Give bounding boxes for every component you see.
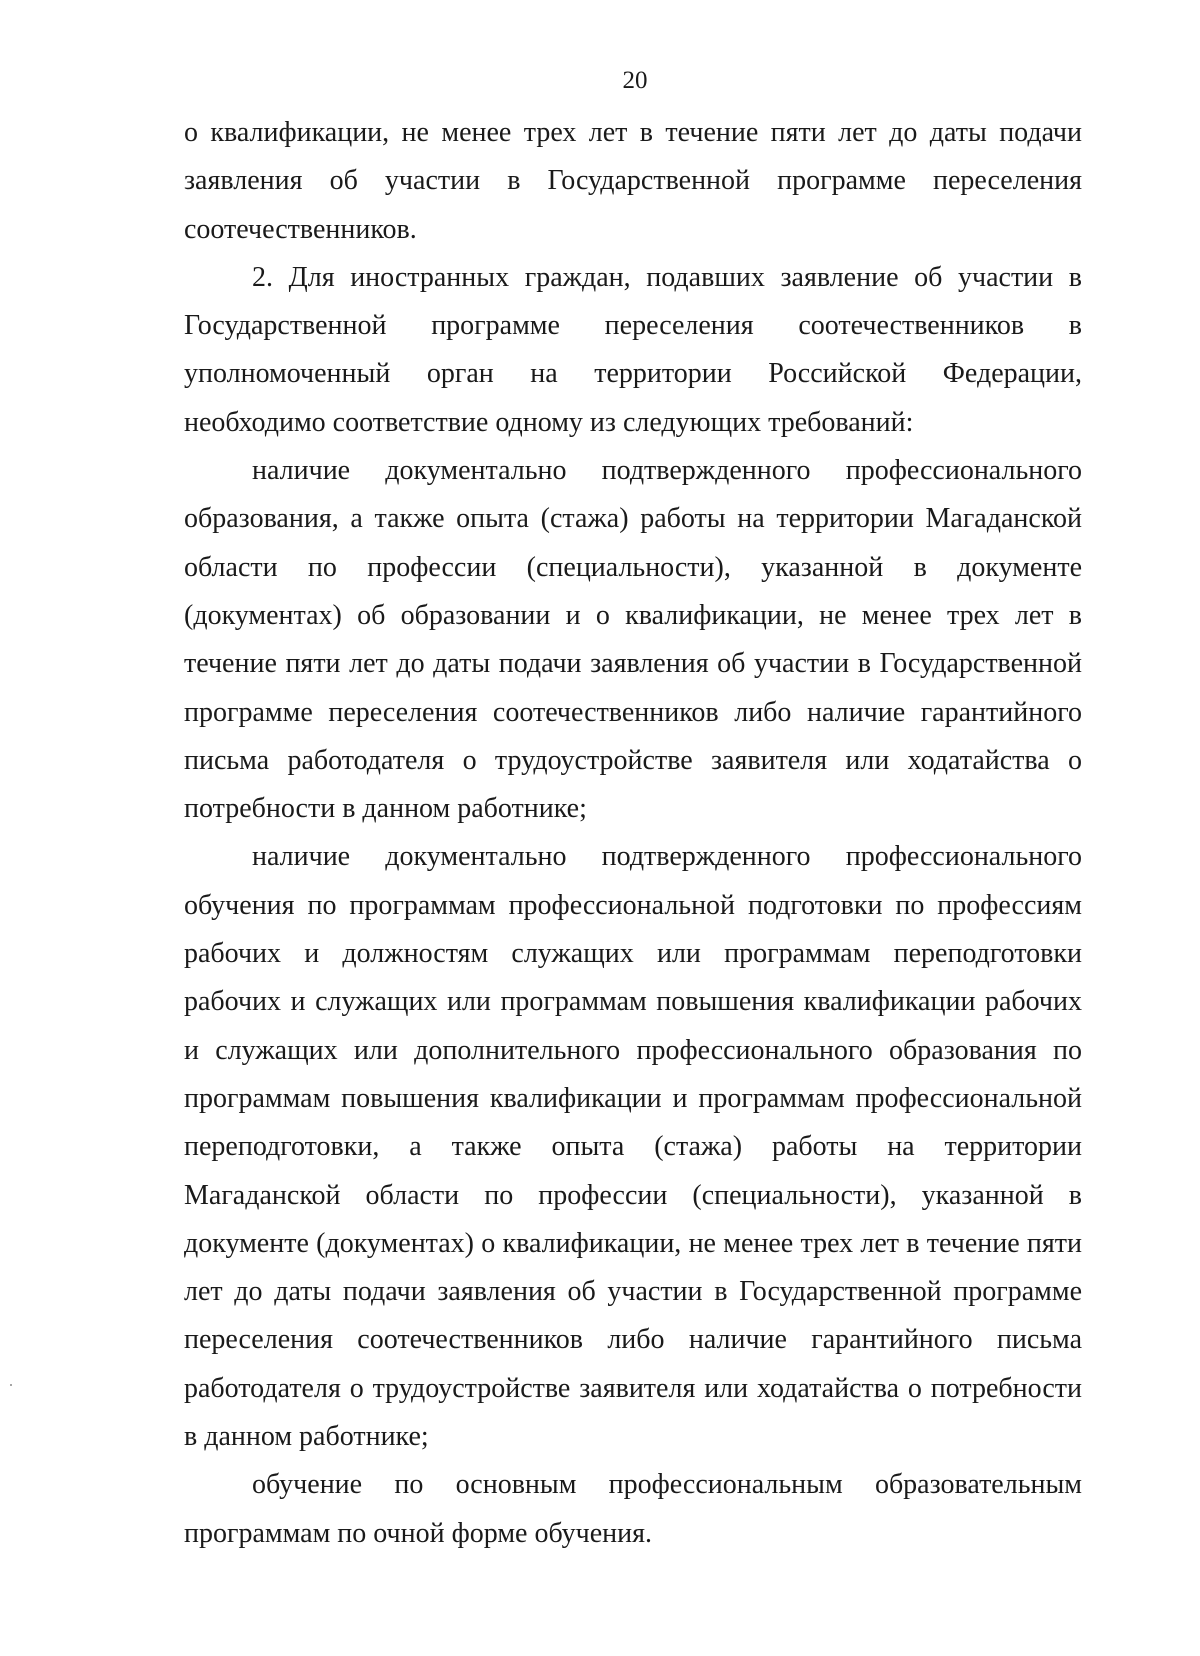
paragraph-item-2: 2. Для иностранных граждан, подавших заявление об участии в Государственной программе переселения соотечественников в уполномоченный орган на территории Российской Федерации, необходимо соответствие одному из следующих требований: xyxy=(184,261,1082,438)
paragraph-requirement-education: наличие документально подтвержденного профессионального образования, а также опыта (стажа) работы на территории Магаданской области по профессии (специальности), указанной в документе (документах) об образовании и о квалификации, не менее трех лет в течение пяти лет до даты подачи заявления об участии в Государственной программе переселения соотечественников либо наличие гарантийного письма работодателя о трудоустройстве заявителя или ходатайства о потребности в данном работнике; xyxy=(184,455,1082,825)
document-body xyxy=(184,109,1082,1558)
page-number: 20 xyxy=(622,67,648,94)
paragraph-requirement-fulltime-study: обучение по основным профессиональным образовательным программам по очной форме обучения. xyxy=(184,1469,1082,1549)
paragraph-requirement-training: наличие документально подтвержденного профессионального обучения по программам профессиональной подготовки по профессиям рабочих и должностям служащих или программам переподготовки рабочих и служащих или программам повышения квалификации рабочих и служащих или дополнительного профессионального образования по программам повышения квалификации и программам профессиональной переподготовки, а также опыта (стажа) работы на территории Магаданской области по профессии (специальности), указанной в документе (документах) о квалификации, не менее трех лет в течение пяти лет до даты подачи заявления об участии в Государственной программе переселения соотечественников либо наличие гарантийного письма работодателя о трудоустройстве заявителя или ходатайства о потребности в данном работнике; xyxy=(184,841,1082,1453)
paragraph-continuation: о квалификации, не менее трех лет в течение пяти лет до даты подачи заявления об участии в Государственной программе переселения соотечественников. xyxy=(184,117,1082,245)
scan-speck-mark xyxy=(10,1384,12,1386)
